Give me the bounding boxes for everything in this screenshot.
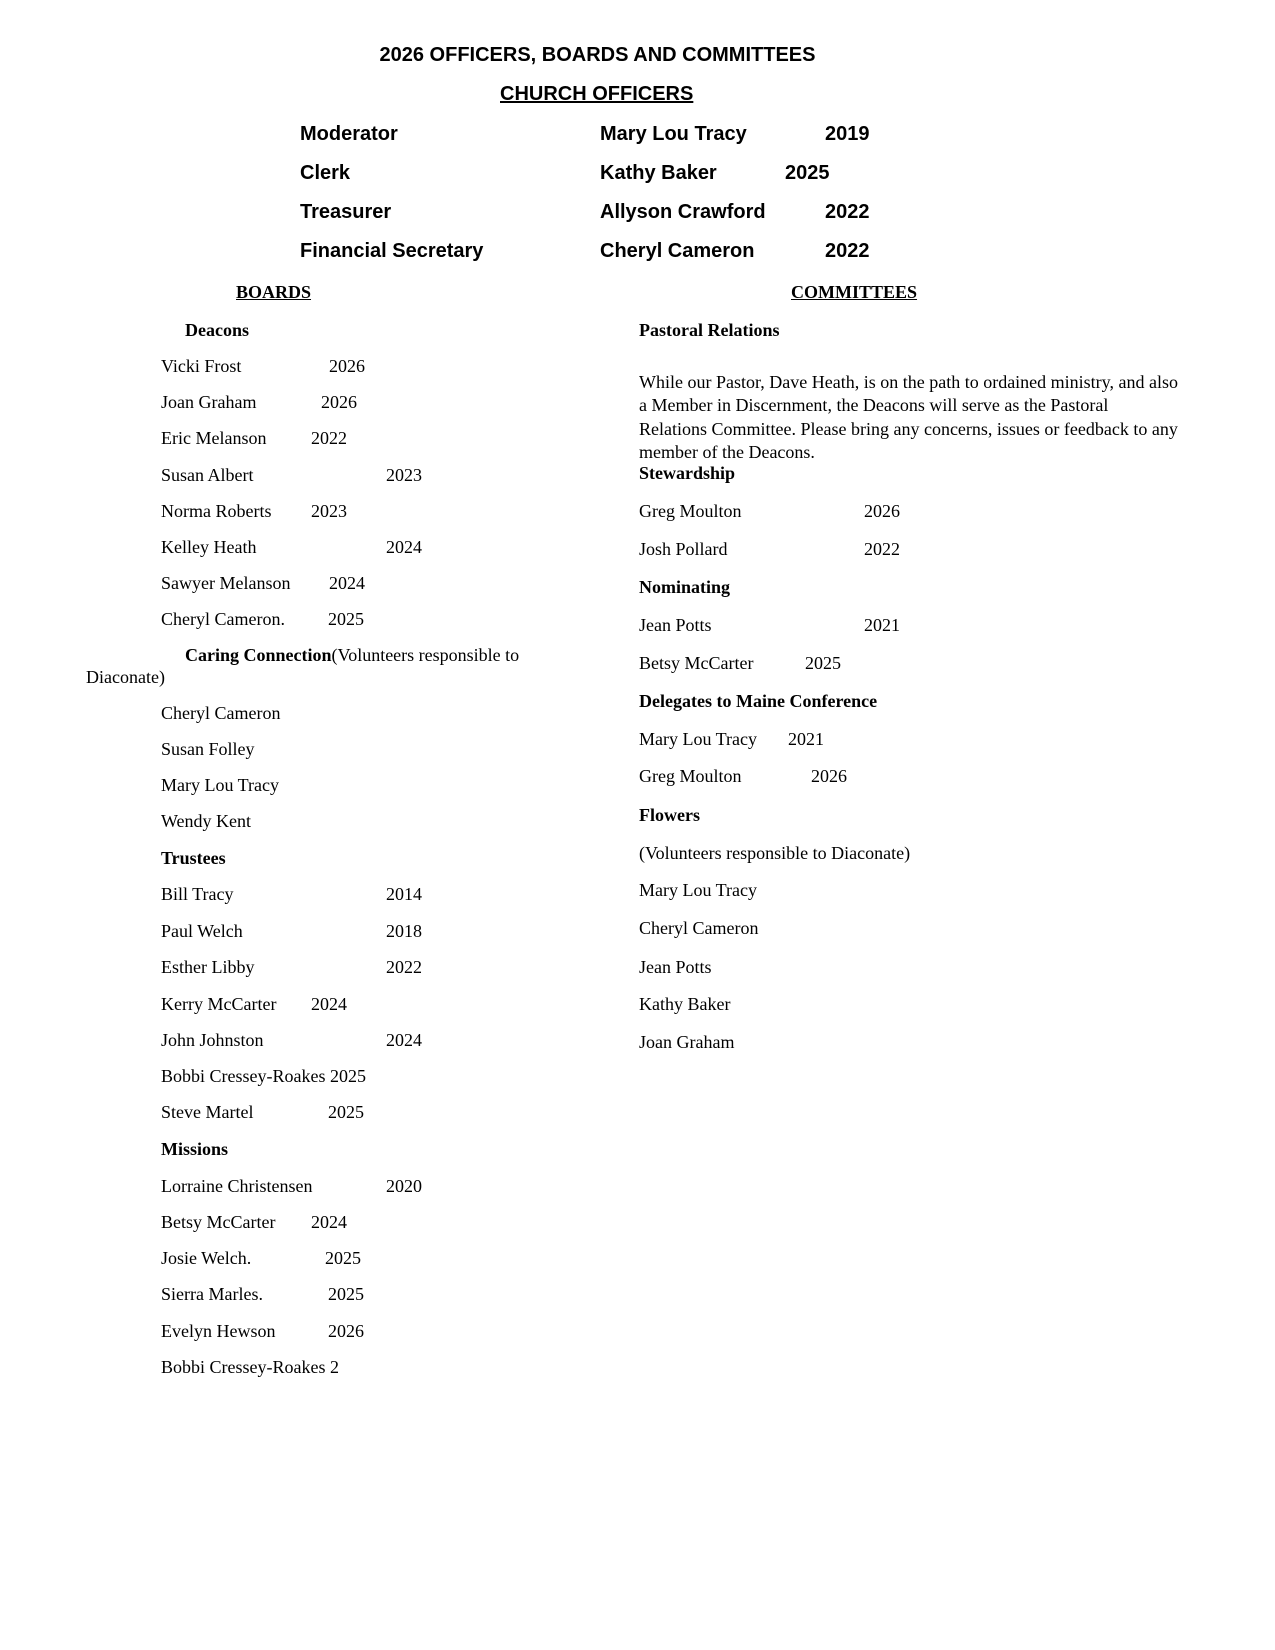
member-year: 2022 [386, 957, 422, 977]
member-name: Mary Lou Tracy [639, 729, 757, 749]
member-year: 2025 [328, 609, 364, 629]
missions-title: Missions [161, 1139, 229, 1159]
member-name: Vicki Frost [161, 356, 242, 376]
member-year: 2024 [329, 573, 365, 593]
member-name: Cheryl Cameron. [161, 609, 285, 629]
volunteer-name: Mary Lou Tracy [161, 775, 279, 795]
member-year: 2025 [805, 653, 841, 673]
caring-connection-title: Caring Connection [185, 645, 332, 665]
member-name: Bill Tracy [161, 884, 234, 904]
volunteer-name: Mary Lou Tracy [639, 880, 757, 900]
nominating-title: Nominating [639, 577, 731, 597]
officer-role: Moderator [300, 123, 398, 145]
volunteer-name: Susan Folley [161, 739, 255, 759]
member-year: 2022 [311, 428, 347, 448]
officer-name: Mary Lou Tracy [600, 123, 747, 145]
church-officers-heading: CHURCH OFFICERS [500, 83, 694, 105]
delegates-title: Delegates to Maine Conference [639, 691, 878, 711]
member-year: 2023 [386, 465, 422, 485]
officer-role: Clerk [300, 162, 351, 184]
volunteer-name: Kathy Baker [639, 994, 731, 1014]
member-year: 2020 [386, 1176, 422, 1196]
member-year: 2026 [811, 766, 847, 786]
member-year: 2025 [325, 1248, 361, 1268]
member-name: Josh Pollard [639, 539, 728, 559]
member-name: Lorraine Christensen [161, 1176, 313, 1196]
volunteer-name: Cheryl Cameron [639, 918, 759, 938]
pastoral-relations-text: While our Pastor, Dave Heath, is on the path to ordained ministry, and also a Member in Discernment, the Deacons will serve as the Pastoral Relations Committee. Please bring any concerns, issues or feedback to any member of the Deacons. [639, 372, 1178, 462]
volunteer-name: Wendy Kent [161, 811, 252, 831]
member-year: 2026 [329, 356, 365, 376]
stewardship-title: Stewardship [639, 463, 736, 483]
member-name: Greg Moulton [639, 501, 742, 521]
document-title: 2026 OFFICERS, BOARDS AND COMMITTEES [379, 44, 816, 66]
volunteer-name: Jean Potts [639, 957, 712, 977]
member-name: Bobbi Cressey-Roakes 2 [161, 1357, 339, 1377]
member-year: 2023 [311, 501, 347, 521]
member-name: Greg Moulton [639, 766, 742, 786]
deacons-title: Deacons [185, 320, 249, 340]
officer-year: 2022 [825, 240, 870, 262]
member-name: Kelley Heath [161, 537, 257, 557]
officer-role: Financial Secretary [300, 240, 484, 262]
officer-year: 2025 [785, 162, 830, 184]
boards-heading: BOARDS [236, 282, 312, 302]
member-year: 2021 [864, 615, 900, 635]
member-name: Paul Welch [161, 921, 243, 941]
committees-heading: COMMITTEES [791, 282, 918, 302]
volunteer-name: Joan Graham [639, 1032, 735, 1052]
caring-connection-note-continued: Diaconate) [86, 667, 165, 687]
member-name: Kerry McCarter [161, 994, 277, 1014]
caring-connection-heading [185, 645, 519, 666]
member-name: Betsy McCarter [639, 653, 754, 673]
member-year: 2024 [386, 1030, 422, 1050]
member-year: 2014 [386, 884, 422, 904]
member-name: Susan Albert [161, 465, 254, 485]
officer-name: Cheryl Cameron [600, 240, 755, 262]
member-year: 2025 [328, 1102, 364, 1122]
pastoral-relations-title: Pastoral Relations [639, 320, 780, 340]
member-name: Norma Roberts [161, 501, 272, 521]
member-name: Evelyn Hewson [161, 1321, 276, 1341]
member-year: 2024 [386, 537, 422, 557]
officer-year: 2022 [825, 201, 870, 223]
member-year: 2026 [321, 392, 357, 412]
member-year: 2025 [328, 1284, 364, 1304]
flowers-note: (Volunteers responsible to Diaconate) [639, 843, 911, 863]
officer-name: Allyson Crawford [600, 201, 766, 223]
officer-name: Kathy Baker [600, 162, 717, 184]
caring-connection-note: (Volunteers responsible to [331, 645, 520, 665]
member-year: 2026 [328, 1321, 364, 1341]
member-name: Steve Martel [161, 1102, 254, 1122]
member-year: 2024 [311, 1212, 347, 1232]
member-year: 2021 [788, 729, 824, 749]
member-name: John Johnston [161, 1030, 264, 1050]
member-name: Josie Welch. [161, 1248, 252, 1268]
member-year: 2022 [864, 539, 900, 559]
member-name: Esther Libby [161, 957, 255, 977]
member-year: 2024 [311, 994, 347, 1014]
officer-year: 2019 [825, 123, 870, 145]
trustees-title: Trustees [161, 848, 226, 868]
volunteer-name: Cheryl Cameron [161, 703, 281, 723]
member-name: Eric Melanson [161, 428, 267, 448]
member-name: Sawyer Melanson [161, 573, 291, 593]
flowers-title: Flowers [639, 805, 700, 825]
member-year: 2018 [386, 921, 422, 941]
member-name: Bobbi Cressey-Roakes 2025 [161, 1066, 366, 1086]
member-name: Joan Graham [161, 392, 257, 412]
member-name: Sierra Marles. [161, 1284, 263, 1304]
member-name: Jean Potts [639, 615, 712, 635]
member-name: Betsy McCarter [161, 1212, 276, 1232]
member-year: 2026 [864, 501, 900, 521]
officer-role: Treasurer [300, 201, 392, 223]
